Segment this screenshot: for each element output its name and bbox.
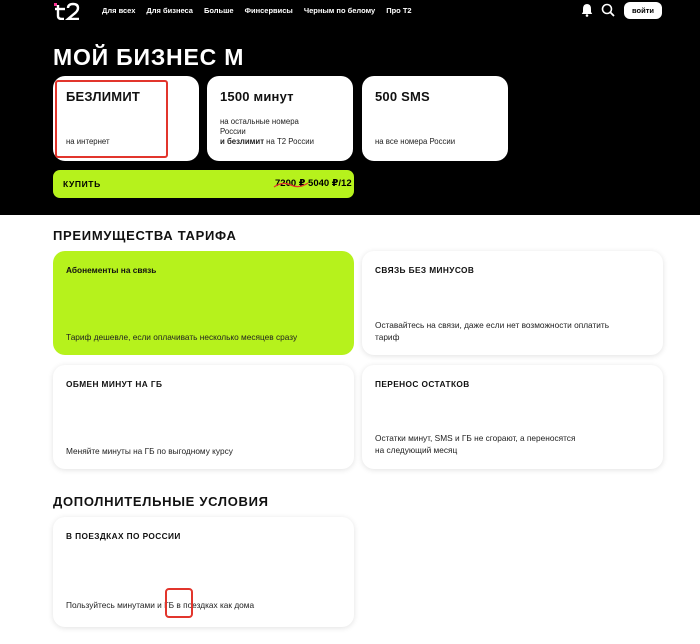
advantages-title: ПРЕИМУЩЕСТВА ТАРИФА	[53, 228, 237, 243]
bell-icon[interactable]	[581, 3, 593, 17]
nav-link-business[interactable]: Для бизнеса	[146, 6, 193, 15]
feature-card-desc: Тариф дешевле, если оплачивать несколько месяцев сразу	[66, 332, 298, 342]
feature-card-travel[interactable]	[53, 517, 354, 627]
plan-card-desc-line	[220, 137, 314, 147]
strikethrough-mark	[273, 180, 309, 190]
feature-card-desc: Меняйте минуты на ГБ по выгодному курсу	[66, 446, 233, 456]
extra-conditions-title: ДОПОЛНИТЕЛЬНЫЕ УСЛОВИЯ	[53, 494, 269, 509]
plan-card-sms	[362, 76, 508, 161]
buy-label: КУПИТЬ	[63, 179, 101, 189]
feature-card-title: Абонементы на связь	[66, 265, 157, 275]
plan-card-desc-tail: на T2 России	[264, 137, 314, 146]
old-price-text: 7200 ₽	[275, 178, 306, 189]
plan-card-minutes	[207, 76, 353, 161]
feature-card-desc-line: на следующий месяц	[375, 445, 458, 455]
feature-card-rollover[interactable]	[362, 365, 663, 469]
feature-card-title: ОБМЕН МИНУТ НА ГБ	[66, 379, 163, 389]
plan-title: МОЙ БИЗНЕС М	[53, 44, 245, 70]
feature-card-title: В ПОЕЗДКАХ ПО РОССИИ	[66, 531, 181, 541]
feature-card-desc	[375, 432, 575, 456]
feature-card-minutes-exchange[interactable]	[53, 365, 354, 469]
t2-logo[interactable]	[54, 2, 86, 20]
plan-card-desc-line: на все номера России	[375, 137, 456, 146]
nav-link-for-all[interactable]: Для всех	[102, 6, 136, 15]
feature-card-desc: Пользуйтесь минутами и ГБ в поездках как дома	[66, 600, 255, 610]
feature-card-subscriptions[interactable]	[53, 251, 354, 355]
search-icon[interactable]	[601, 3, 615, 17]
nav-link-about-t2[interactable]: Про T2	[386, 6, 412, 15]
plan-card-desc	[220, 117, 314, 147]
plan-card-desc-line: России	[220, 127, 246, 136]
plan-card-title: 500 SMS	[375, 89, 430, 104]
feature-card-desc-line: Остатки минут, SMS и ГБ не сгорают, а переносятся	[375, 433, 576, 443]
feature-card-desc	[375, 319, 609, 343]
plan-card-desc-bold: и безлимит	[220, 137, 265, 146]
top-nav	[0, 0, 700, 22]
nav-links	[102, 6, 412, 15]
plan-card-desc-line: на интернет	[66, 137, 110, 146]
new-price: 5040 ₽/12 МЕС	[308, 178, 376, 189]
old-price	[275, 178, 305, 189]
nav-link-black-on-white[interactable]: Черным по белому	[303, 6, 376, 15]
nav-link-finservices[interactable]: Финсервисы	[244, 6, 293, 15]
plan-card-title: 1500 минут	[220, 89, 294, 104]
price	[275, 178, 375, 189]
buy-button[interactable]	[53, 170, 376, 198]
feature-card-title: ПЕРЕНОС ОСТАТКОВ	[375, 379, 470, 389]
feature-card-desc-line: тариф	[375, 332, 400, 342]
feature-card-title: СВЯЗЬ БЕЗ МИНУСОВ	[375, 265, 475, 275]
feature-card-desc-line: Оставайтесь на связи, даже если нет возможности оплатить	[375, 320, 610, 330]
hero-section	[0, 0, 700, 215]
nav-link-more[interactable]: Больше	[203, 6, 234, 15]
plan-card-desc	[375, 137, 455, 147]
login-button[interactable]: войти	[624, 2, 662, 19]
plan-card-title: БЕЗЛИМИТ	[66, 89, 141, 104]
feature-card-no-minus[interactable]	[362, 251, 663, 355]
plan-card-desc	[66, 137, 110, 147]
plan-card-desc-line: на остальные номера	[220, 117, 299, 126]
plan-card-internet	[53, 76, 199, 161]
